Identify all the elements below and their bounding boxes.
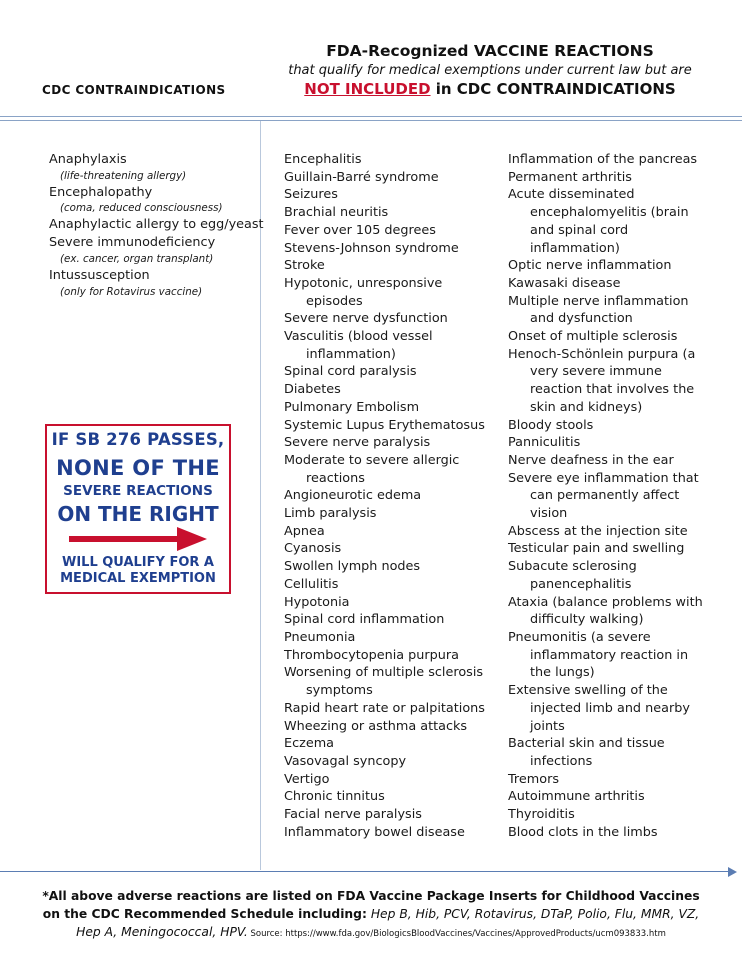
reaction-list-item [284, 611, 485, 629]
reaction-line: Autoimmune arthritis [508, 789, 645, 805]
reaction-line: Nerve deafness in the ear [508, 452, 674, 468]
reaction-line: Severe eye inflammation that [508, 470, 699, 486]
reaction-list-item [508, 806, 703, 824]
reaction-list-item [284, 257, 485, 275]
reaction-list-item [284, 664, 485, 699]
sb276-sign [45, 424, 231, 594]
reaction-line: vision [530, 506, 568, 522]
reaction-list-item [508, 346, 703, 417]
reaction-line: Rapid heart rate or palpitations [284, 700, 485, 716]
reaction-line: and spinal cord [530, 222, 629, 238]
cdc-list-item: Anaphylaxis [49, 152, 127, 167]
reaction-line: reactions [306, 470, 365, 486]
reaction-line: Diabetes [284, 382, 341, 398]
reaction-line: inflammatory reaction in [530, 647, 689, 663]
reaction-list-item [284, 647, 485, 665]
reaction-line: Panniculitis [508, 435, 581, 451]
cdc-list-item: Anaphylactic allergy to egg/yeast [49, 217, 264, 233]
footer-note [40, 887, 702, 943]
cdc-list-note: (only for Rotavirus vaccine) [60, 285, 203, 298]
reaction-list-item [508, 523, 703, 541]
reaction-list-item [284, 434, 485, 452]
fda-reactions-line3 [280, 80, 700, 98]
reaction-line: Spinal cord inflammation [284, 612, 445, 628]
reaction-line: Thyroiditis [508, 807, 575, 823]
reaction-line: joints [530, 718, 565, 734]
reaction-list-item [284, 788, 485, 806]
reaction-line: Vasovagal syncopy [284, 753, 407, 769]
reaction-line: Swollen lymph nodes [284, 559, 421, 575]
reaction-line: Chronic tinnitus [284, 789, 385, 805]
reaction-line: Moderate to severe allergic [284, 452, 460, 468]
reaction-list-item [508, 735, 703, 770]
reaction-list-item [284, 629, 485, 647]
reaction-line: symptoms [306, 683, 373, 699]
reaction-line: Severe nerve paralysis [284, 435, 431, 451]
cdc-list-item: Encephalopathy [49, 184, 153, 200]
reaction-list-item [284, 399, 485, 417]
reaction-list-item [284, 735, 485, 753]
header-rule-bottom [0, 120, 742, 121]
reaction-line: Extensive swelling of the [508, 683, 668, 699]
fda-reactions-list-middle [284, 151, 485, 841]
reaction-list-item [284, 558, 485, 576]
reaction-line: reaction that involves the [530, 382, 695, 398]
reaction-line: Worsening of multiple sclerosis [284, 665, 484, 681]
sign-line-3: SEVERE REACTIONS [63, 483, 213, 499]
reaction-list-item [284, 594, 485, 612]
reaction-line: Abscess at the injection site [508, 523, 688, 539]
reaction-line: skin and kidneys) [530, 399, 643, 415]
reaction-line: Hypotonia [284, 594, 350, 610]
reaction-list-item [508, 824, 703, 842]
reaction-line: Henoch-Schönlein purpura (a [508, 346, 696, 362]
reaction-list-item [284, 417, 485, 435]
reaction-list-item [284, 540, 485, 558]
sign-line-4: ON THE RIGHT [57, 502, 219, 526]
reaction-line: Seizures [284, 187, 338, 203]
reaction-list-item [284, 310, 485, 328]
reaction-line: Brachial neuritis [284, 205, 389, 221]
reaction-line: Apnea [284, 523, 325, 539]
reaction-list-item [508, 682, 703, 735]
reaction-list-item [284, 718, 485, 736]
cdc-list-note: (coma, reduced consciousness) [60, 202, 223, 215]
cdc-list-item: Intussusception [49, 267, 150, 283]
right-arrow-icon [69, 527, 207, 551]
reaction-list-item [508, 434, 703, 452]
reaction-line: episodes [306, 293, 363, 309]
reaction-line: Hypotonic, unresponsive [284, 275, 443, 291]
reaction-list-item [284, 523, 485, 541]
reaction-list-item [284, 824, 485, 842]
sign-line-2: NONE OF THE [56, 456, 220, 480]
reaction-list-item [284, 452, 485, 487]
reaction-list-item [284, 151, 485, 169]
reaction-line: injected limb and nearby [530, 700, 690, 716]
reaction-list-item [284, 771, 485, 789]
sign-line-1: IF SB 276 PASSES, [51, 430, 225, 449]
sign-line-6: MEDICAL EXEMPTION [60, 571, 216, 586]
reaction-line: Bacterial skin and tissue [508, 736, 665, 752]
sign-line-5: WILL QUALIFY FOR A [61, 555, 214, 570]
footer-rule [0, 871, 732, 872]
reaction-list-item [284, 328, 485, 363]
cdc-list-note: (ex. cancer, organ transplant) [60, 252, 214, 265]
footer-source: Source: https://www.fda.gov/BiologicsBloodVaccines/Vaccines/ApprovedProducts/ucm093833.htm [247, 929, 666, 939]
reaction-line: can permanently affect [530, 488, 680, 504]
reaction-line: Angioneurotic edema [284, 488, 422, 504]
reaction-line: Cyanosis [284, 541, 342, 557]
reaction-line: Multiple nerve inflammation [508, 293, 689, 309]
reaction-list-item [284, 169, 485, 187]
reaction-line: Vasculitis (blood vessel [284, 329, 433, 345]
reaction-line: Tremors [508, 771, 560, 787]
reaction-list-item [508, 257, 703, 275]
reaction-list-item [508, 788, 703, 806]
reaction-line: Pneumonitis (a severe [508, 629, 651, 645]
cdc-contraindications-heading: CDC CONTRAINDICATIONS [42, 83, 226, 97]
cdc-list-note: (life-threatening allergy) [60, 169, 187, 182]
cdc-list-item: Severe immunodeficiency [49, 235, 216, 251]
reaction-line: Vertigo [284, 771, 330, 787]
reaction-list-item [284, 576, 485, 594]
reaction-line: Testicular pain and swelling [508, 541, 685, 557]
reaction-list-item [284, 222, 485, 240]
reaction-line: inflammation) [306, 346, 396, 362]
reaction-list-item [508, 470, 703, 523]
fda-reactions-title: FDA-Recognized VACCINE REACTIONS [326, 42, 654, 60]
reaction-list-item [508, 328, 703, 346]
reaction-list-item [284, 240, 485, 258]
reaction-list-item [508, 558, 703, 593]
header-rule-top [0, 116, 742, 117]
reaction-list-item [284, 487, 485, 505]
footer-vaccine-list: Hep B, Hib, PCV, Rotavirus, DTaP, Polio, Flu, MMR, VZ, Hep A, Meningococcal, HPV. [76, 907, 700, 939]
footer-bold-text: *All above adverse reactions are listed on FDA Vaccine Package Inserts for Childhood Vaccines on the CDC Recommended Schedule including: [42, 889, 700, 921]
reaction-line: Kawasaki disease [508, 275, 621, 291]
reaction-line: Pulmonary Embolism [284, 399, 420, 415]
reaction-list-item [508, 169, 703, 187]
reaction-line: Inflammatory bowel disease [284, 824, 465, 840]
reaction-list-item [508, 151, 703, 169]
reaction-line: Systemic Lupus Erythematosus [284, 417, 485, 433]
reaction-line: panencephalitis [530, 576, 632, 592]
reaction-line: Permanent arthritis [508, 169, 632, 185]
reaction-list-item [508, 293, 703, 328]
reaction-list-item [284, 204, 485, 222]
fda-reactions-subtitle: that qualify for medical exemptions under current law but are [288, 63, 692, 78]
reaction-line: encephalomyelitis (brain [530, 205, 689, 221]
reaction-list-item [508, 417, 703, 435]
reaction-list-item [284, 700, 485, 718]
reaction-line: Thrombocytopenia purpura [284, 647, 460, 663]
reaction-list-item [508, 629, 703, 682]
reaction-line: Cellulitis [284, 576, 339, 592]
reaction-line: difficulty walking) [530, 612, 644, 628]
reaction-list-item [508, 594, 703, 629]
reaction-line: Onset of multiple sclerosis [508, 329, 678, 345]
reaction-list-item [508, 540, 703, 558]
reaction-list-item [508, 186, 703, 257]
reaction-list-item [508, 275, 703, 293]
reaction-line: Severe nerve dysfunction [284, 311, 448, 327]
reaction-line: Optic nerve inflammation [508, 258, 672, 274]
fda-line3-rest: in CDC CONTRAINDICATIONS [430, 80, 676, 98]
reaction-list-item [284, 381, 485, 399]
reaction-line: Guillain-Barré syndrome [284, 169, 439, 185]
reaction-line: Limb paralysis [284, 506, 377, 522]
reaction-line: and dysfunction [530, 311, 633, 327]
reaction-list-item [284, 363, 485, 381]
reaction-list-item [284, 275, 485, 310]
reaction-line: Blood clots in the limbs [508, 824, 658, 840]
reaction-line: Stevens-Johnson syndrome [284, 240, 459, 256]
reaction-list-item [284, 753, 485, 771]
reaction-line: very severe immune [530, 364, 662, 380]
reaction-list-item [284, 505, 485, 523]
reaction-line: Spinal cord paralysis [284, 364, 417, 380]
reaction-list-item [508, 452, 703, 470]
reaction-line: infections [530, 753, 593, 769]
reaction-line: Acute disseminated [508, 187, 635, 203]
reaction-line: Ataxia (balance problems with [508, 594, 703, 610]
reaction-line: Inflammation of the pancreas [508, 152, 698, 167]
reaction-line: Pneumonia [284, 629, 356, 645]
reaction-list-item [508, 771, 703, 789]
reaction-line: Stroke [284, 258, 325, 274]
reaction-line: Eczema [284, 736, 335, 752]
reaction-line: Bloody stools [508, 417, 594, 433]
reaction-list-item [284, 186, 485, 204]
footer-rule-arrow-icon [728, 867, 737, 877]
reaction-line: Facial nerve paralysis [284, 807, 422, 823]
not-included-emphasis: NOT INCLUDED [304, 80, 431, 98]
reaction-line: Fever over 105 degrees [284, 222, 436, 238]
cdc-contraindications-list [49, 151, 264, 300]
reaction-line: Encephalitis [284, 152, 362, 167]
reaction-line: the lungs) [530, 665, 595, 681]
reaction-line: Subacute sclerosing [508, 559, 637, 575]
reaction-line: inflammation) [530, 240, 620, 256]
reaction-line: Wheezing or asthma attacks [284, 718, 468, 734]
reaction-list-item [284, 806, 485, 824]
fda-reactions-list-right [508, 151, 703, 841]
